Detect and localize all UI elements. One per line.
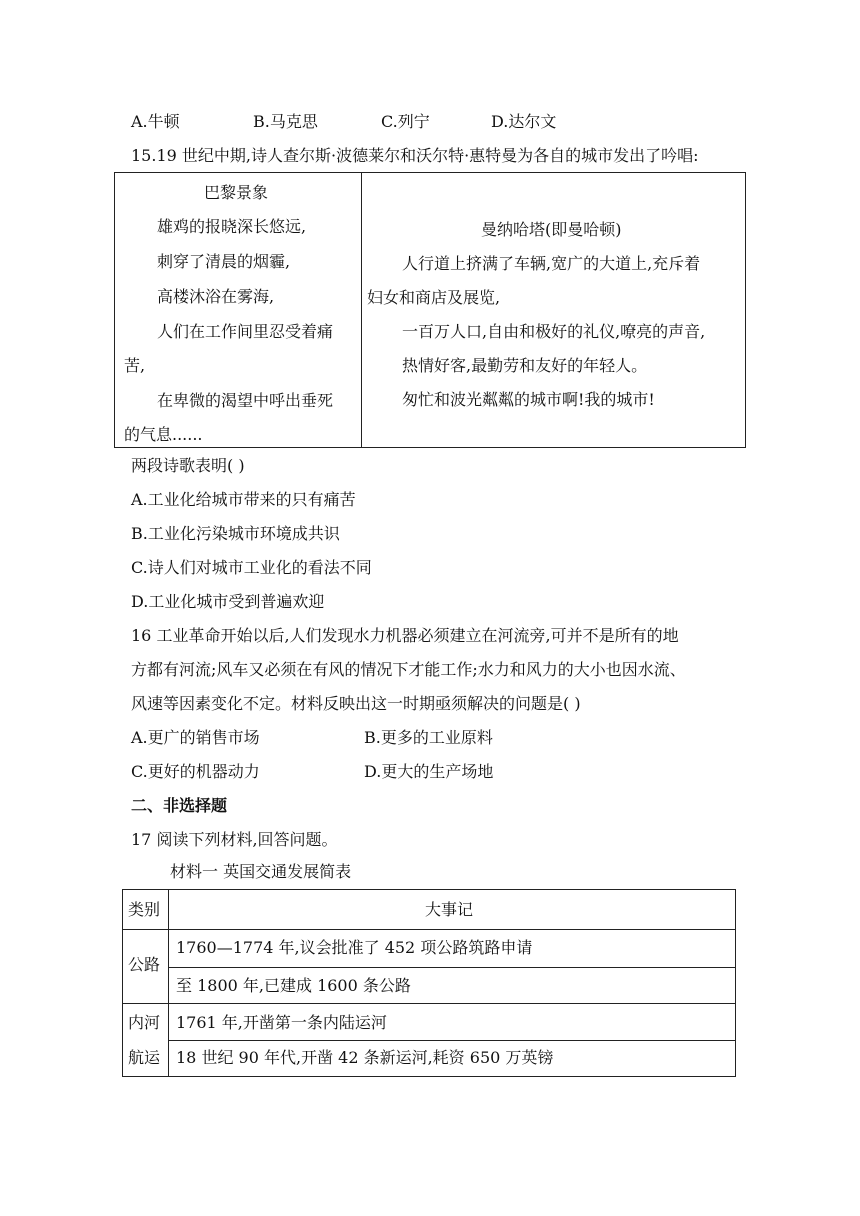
q15-option-b: B.工业化污染城市环境成共识 [131,524,340,543]
table-category-road: 公路 [128,955,161,974]
paris-poem-line: 在卑微的渴望中呼出垂死 [157,391,334,410]
table-header-category: 类别 [128,900,161,919]
q15-question: 两段诗歌表明( ) [131,456,245,475]
q16-option-c: C.更好的机器动力 [131,762,260,781]
q16-stem-line: 方都有河流;风车又必须在有风的情况下才能工作;水力和风力的大小也因水流、 [131,660,686,679]
transport-table [122,889,736,1077]
q15-option-c: C.诗人们对城市工业化的看法不同 [131,558,372,577]
paris-poem-line: 苦, [124,356,146,375]
q14-option-c: C.列宁 [381,112,430,131]
manhattan-poem-line: 人行道上挤满了车辆,宽广的大道上,充斥着 [402,254,701,273]
poem-table [114,172,746,448]
paris-poem-line: 人们在工作间里忍受着痛 [157,322,334,341]
table-column-divider [168,890,169,1076]
manhattan-poem-line: 匆忙和波光粼粼的城市啊!我的城市! [402,390,655,409]
manhattan-poem-line: 一百万人口,自由和极好的礼仪,嘹亮的声音, [402,322,706,341]
q17-stem: 17 阅读下列材料,回答问题。 [131,830,338,849]
q14-option-d: D.达尔文 [491,112,557,131]
table-row-divider [123,1003,735,1004]
paris-poem-line: 高楼沐浴在雾海, [157,287,275,306]
paris-poem-line: 刺穿了清晨的烟霾, [157,252,291,271]
manhattan-poem-title: 曼纳哈塔(即曼哈顿) [481,220,622,239]
q14-option-a: A.牛顿 [131,112,180,131]
table-header-divider [123,929,735,930]
material-title: 材料一 英国交通发展简表 [170,862,352,881]
table-event: 18 世纪 90 年代,开凿 42 条新运河,耗资 650 万英镑 [176,1048,554,1067]
paris-poem-title: 巴黎景象 [204,183,269,202]
q16-stem-line: 风速等因素变化不定。材料反映出这一时期亟须解决的问题是( ) [131,694,581,713]
q14-option-b: B.马克思 [253,112,318,131]
q16-option-d: D.更大的生产场地 [364,762,494,781]
table-event: 1760—1774 年,议会批准了 452 项公路筑路申请 [176,938,533,957]
table-subrow-divider [168,967,735,968]
q15-stem: 15.19 世纪中期,诗人查尔斯·波德莱尔和沃尔特·惠特曼为各自的城市发出了吟唱: [131,146,699,165]
q16-option-a: A.更广的销售市场 [131,728,260,747]
paris-poem-line: 雄鸡的报晓深长悠远, [157,217,307,236]
table-subrow-divider [168,1040,735,1041]
q16-option-b: B.更多的工业原料 [364,728,493,747]
poem-table-divider [361,173,362,447]
table-category-inland-line2: 航运 [128,1048,161,1067]
table-header-events: 大事记 [425,900,474,919]
q16-stem-line: 16 工业革命开始以后,人们发现水力机器必须建立在河流旁,可并不是所有的地 [131,626,679,645]
manhattan-poem-line: 妇女和商店及展览, [367,288,501,307]
manhattan-poem-line: 热情好客,最勤劳和友好的年轻人。 [402,356,648,375]
section-heading: 二、非选择题 [131,796,228,815]
table-event: 至 1800 年,已建成 1600 条公路 [176,976,411,995]
table-event: 1761 年,开凿第一条内陆运河 [176,1013,387,1032]
table-category-inland-line1: 内河 [128,1013,161,1032]
q15-option-a: A.工业化给城市带来的只有痛苦 [131,490,356,509]
paris-poem-line: 的气息...... [124,425,203,444]
q15-option-d: D.工业化城市受到普遍欢迎 [131,592,325,611]
